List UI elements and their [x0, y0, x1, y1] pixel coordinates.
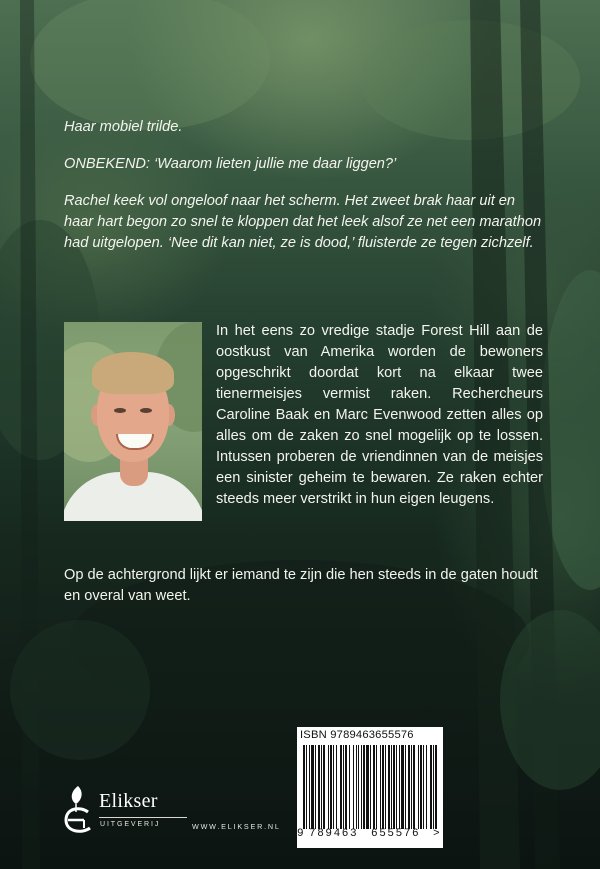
teaser-line-1: Haar mobiel trilde. [64, 119, 183, 135]
book-synopsis: In het eens zo vredige stadje Forest Hill aan de oostkust van Amerika worden de bewoners opgeschrikt doordat kort na elkaar twee tienermeisjes vermist raken. Rechercheurs Caroline Baak en Marc Evenwood zetten alles op alles om de zaken zo snel mogelijk op te lossen. Intussen proberen de vriendinnen van de meisjes een sinister geheim te bewaren. Ze raken echter steeds meer verstrikt in hun eigen leugens. [216, 323, 543, 507]
isbn-label: ISBN 9789463655576 [300, 729, 414, 741]
barcode-digits [297, 828, 443, 846]
author-photo [64, 322, 202, 521]
teaser-line-3: Rachel keek vol ongeloof naar het scherm. Het zweet brak haar uit en haar hart begon zo snel te kloppen dat het leek alsof ze net een marathon had uitgelopen. ‘Nee dit kan niet, ze is dood,’ fluisterde ze tegen zichzelf. [64, 193, 542, 251]
barcode-bars [303, 745, 437, 829]
barcode-digit-first: 9 [297, 828, 304, 840]
publisher-website: WWW.ELIKSER.NL [192, 822, 281, 831]
barcode-digit-arrow: > [433, 828, 440, 840]
quill-e-logo-icon [58, 782, 98, 838]
barcode-digit-group-2: 655576 [371, 828, 421, 840]
barcode-digit-group-1: 789463 [309, 828, 359, 840]
teaser-line-2: ONBEKEND: ‘Waarom lieten jullie me daar liggen?’ [64, 156, 397, 172]
teaser-excerpt [64, 117, 542, 270]
publisher-logo [58, 782, 188, 838]
publisher-name: Elikser [99, 790, 158, 812]
closing-line: Op de achtergrond lijkt er iemand te zijn die hen steeds in de gaten houdt en overal van weet. [64, 567, 538, 604]
publisher-subtitle: UITGEVERIJ [100, 821, 161, 828]
isbn-barcode [297, 727, 443, 848]
logo-divider [99, 817, 187, 818]
